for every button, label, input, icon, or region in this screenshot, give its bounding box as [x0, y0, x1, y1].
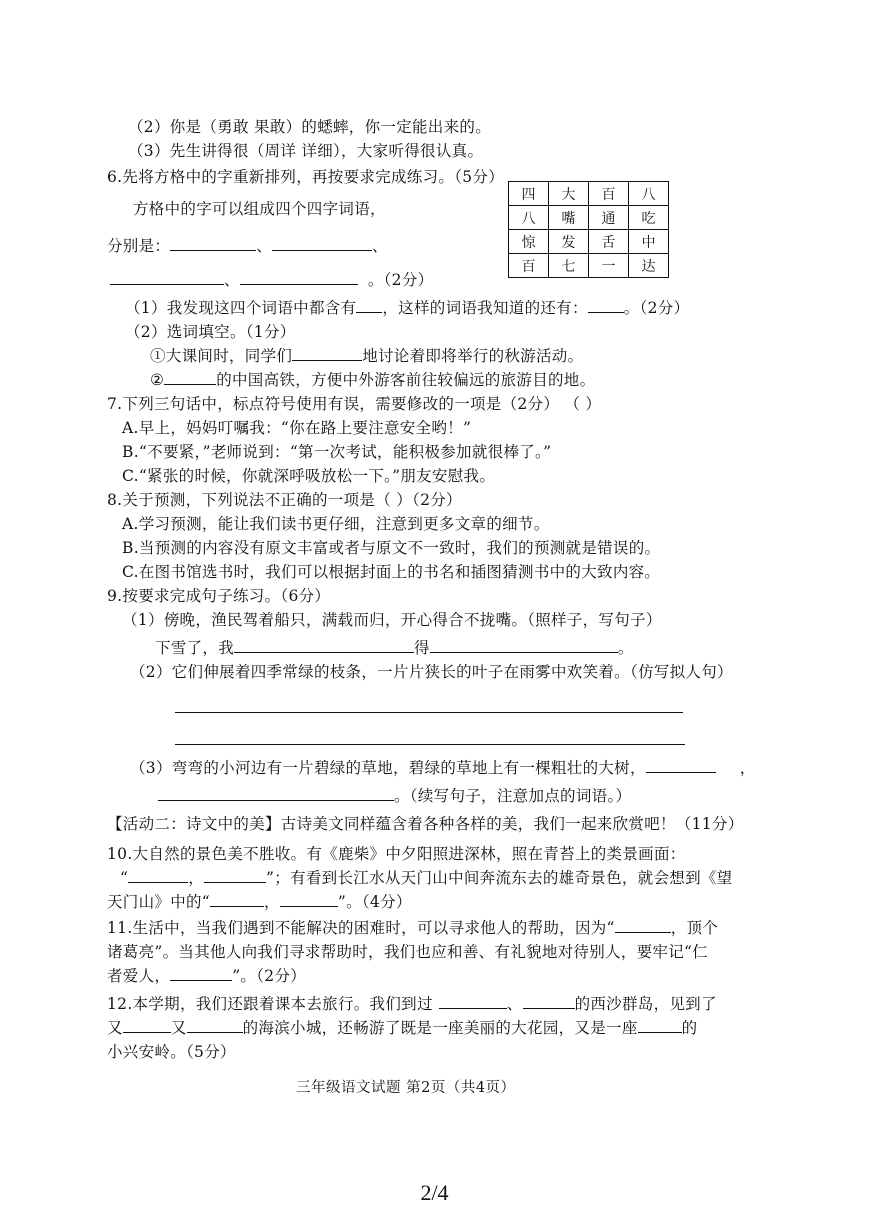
q8-option-a: A.学习预测，能让我们读书更仔细，注意到更多文章的细节。	[122, 515, 550, 533]
q11-line-2: 诸葛亮”。当其他人向我们寻求帮助时，我们也应和善、有礼貌地对待别人，要牢记“仁	[107, 943, 709, 961]
grid-cell: 百	[589, 182, 629, 206]
q12-line-2: 又 又 的海滨小城，还畅游了既是一座美丽的大花园，又是一座 的	[107, 1019, 698, 1037]
grid-cell: 八	[629, 182, 669, 206]
question-10: 10.大自然的景色美不胜收。有《鹿柴》中夕阳照进深林，照在青苔上的类景画面：	[107, 845, 686, 863]
q12-line-3: 小兴安岭。（5分）	[107, 1043, 236, 1061]
item-3: （3）先生讲得很（周详 详细），大家听得很认真。	[128, 142, 484, 160]
q6-answer-line-2: 、 。（2分）	[110, 270, 433, 290]
grid-cell: 中	[629, 230, 669, 254]
q6-answer-line-1: 分别是： 、 、	[107, 237, 388, 255]
grid-cell: 一	[589, 254, 629, 278]
q8-option-c: C.在图书馆选书时，我们可以根据封面上的书名和插图猜测书中的大致内容。	[122, 563, 661, 581]
q6-instruction: 方格中的字可以组成四个四字词语，	[133, 200, 386, 218]
question-9: 9.按要求完成句子练习。（6分）	[107, 587, 331, 605]
q9-part-3-answer: 。（续写句子，注意加点的词语。）	[158, 786, 631, 806]
grid-cell: 八	[509, 206, 549, 230]
q9-part-1-answer: 下雪了，我 得 。	[155, 639, 634, 657]
question-7: 7.下列三句话中，标点符号使用有误，需要修改的一项是（2分） （ ）	[107, 395, 602, 413]
q9-part-2: （2）它们伸展着四季常绿的枝条，一片片狭长的叶子在雨雾中欢笑着。（仿写拟人句）	[130, 663, 733, 681]
q7-option-b: B.“不要紧，”老师说到：“第一次考试，能积极参加就很棒了。”	[122, 443, 552, 461]
grid-cell: 舌	[589, 230, 629, 254]
question-11: 11.生活中，当我们遇到不能解决的困难时，可以寻求他人的帮助，因为“ ，顶个	[107, 919, 719, 937]
grid-cell: 惊	[509, 230, 549, 254]
grid-cell: 达	[629, 254, 669, 278]
answer-line	[175, 712, 683, 713]
grid-cell: 四	[509, 182, 549, 206]
question-6: 6.先将方格中的字重新排列，再按要求完成练习。（5分）	[107, 168, 505, 186]
q6-part-2-b: ② 的中国高铁，方便中外游客前往较偏远的旅游目的地。	[150, 371, 596, 389]
page-indicator: 2/4	[420, 1180, 449, 1205]
q6-part-1: （1）我发现这四个词语中都含有 ，这样的词语我知道的还有： 。（2分）	[125, 299, 690, 317]
q10-line-3: 天门山》中的“ ， ”。（4分）	[107, 893, 412, 911]
item-2: （2）你是（勇敢 果敢）的蟋蟀，你一定能出来的。	[128, 118, 491, 136]
q10-line-2: “ ， ”；有看到长江水从天门山中间奔流东去的雄奇景色，就会想到《望	[120, 869, 733, 887]
page-footer: 三年级语文试题 第2页（共4页）	[296, 1080, 516, 1096]
q6-part-2-a: ①大课间时，同学们 地讨论着即将举行的秋游活动。	[150, 347, 584, 365]
grid-cell: 通	[589, 206, 629, 230]
q8-option-b: B.当预测的内容没有原文丰富或者与原文不一致时，我们的预测就是错误的。	[122, 539, 661, 557]
q11-line-3: 者爱人， ”。（2分）	[107, 967, 307, 985]
grid-cell: 大	[549, 182, 589, 206]
q9-part-3: （3）弯弯的小河边有一片碧绿的草地，碧绿的草地上有一棵粗壮的大树， ，	[130, 759, 756, 777]
question-12: 12.本学期，我们还跟着课本去旅行。我们到过 、 的西沙群岛，见到了	[107, 995, 717, 1013]
grid-cell: 七	[549, 254, 589, 278]
q7-option-a: A.早上，妈妈叮嘱我：“你在路上要注意安全哟！”	[122, 419, 472, 437]
q9-part-1: （1）傍晚，渔民驾着船只，满载而归，开心得合不拢嘴。（照样子，写句子）	[122, 611, 662, 629]
grid-cell: 嘴	[549, 206, 589, 230]
character-grid	[508, 181, 669, 278]
answer-line	[175, 744, 685, 745]
q6-part-2: （2）选词填空。（1分）	[125, 323, 296, 341]
grid-cell: 发	[549, 230, 589, 254]
grid-cell: 百	[509, 254, 549, 278]
q7-option-c: C.“紧张的时候，你就深呼吸放松一下。”朋友安慰我。	[122, 467, 496, 485]
grid-cell: 吃	[629, 206, 669, 230]
question-8: 8.关于预测，下列说法不正确的一项是（ ）（2分）	[107, 491, 462, 509]
activity-2-heading: 【活动二：诗文中的美】古诗美文同样蕴含着各种各样的美，我们一起来欣赏吧！（11分）	[107, 815, 744, 833]
